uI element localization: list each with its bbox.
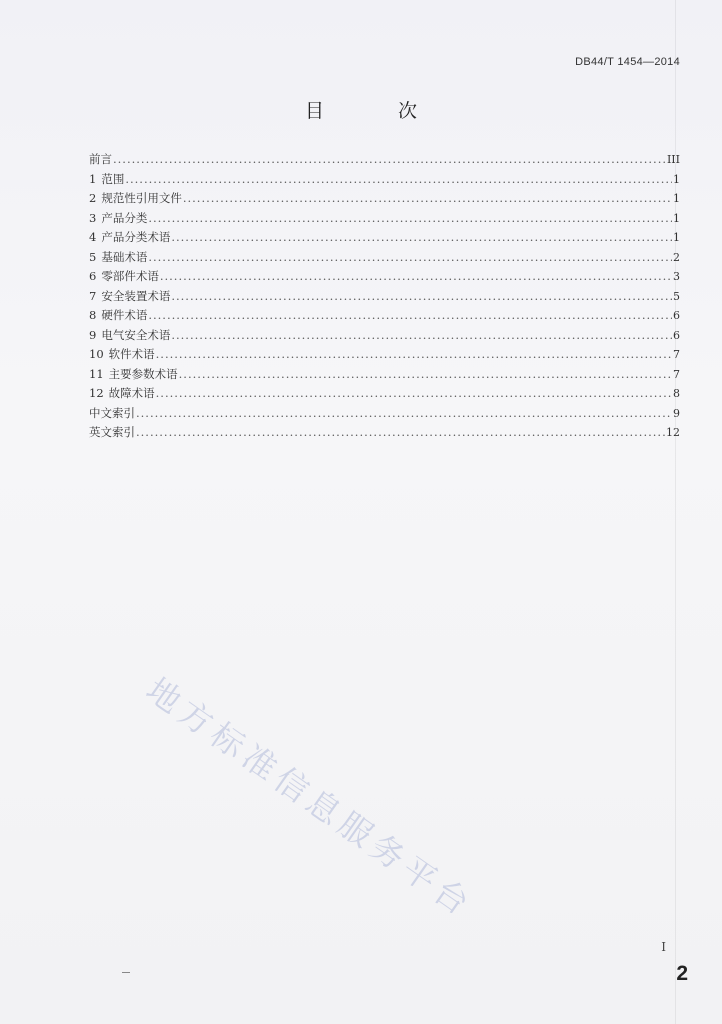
- toc-entry[interactable]: [89, 248, 680, 268]
- toc-entry[interactable]: [89, 170, 680, 190]
- standard-code: DB44/T 1454—2014: [575, 56, 680, 68]
- toc-entry[interactable]: [89, 423, 680, 443]
- toc-entry-label: 产品分类: [101, 210, 148, 225]
- toc-entry-page: 5: [673, 289, 680, 303]
- toc-dot-leader: [160, 267, 672, 287]
- toc-dot-leader: [183, 189, 672, 209]
- toc-dot-leader: [113, 150, 666, 170]
- toc-title: 目 次: [304, 100, 452, 122]
- toc-entry-number: 9: [89, 327, 97, 342]
- toc-entry-number: 3: [89, 210, 97, 225]
- toc-entry[interactable]: [89, 345, 680, 365]
- toc-entry-label: 范围: [101, 171, 125, 186]
- scan-mark: [122, 972, 130, 973]
- toc-entry[interactable]: [89, 326, 680, 346]
- toc-entry-page: 3: [673, 270, 680, 283]
- toc-entry-page: 6: [673, 309, 680, 322]
- toc-entry-label: 硬件术语: [101, 308, 148, 322]
- toc-dot-leader: [171, 326, 672, 346]
- toc-entry-page: 7: [673, 367, 680, 381]
- toc-entry-label: 电气安全术语: [101, 327, 171, 342]
- toc-entry[interactable]: [89, 209, 680, 229]
- toc-entry[interactable]: [89, 189, 680, 209]
- toc-entry-page: 2: [673, 250, 680, 264]
- toc-dot-leader: [148, 306, 672, 326]
- toc-dot-leader: [148, 248, 672, 268]
- toc-dot-leader: [156, 384, 672, 404]
- toc-entry-page: 1: [673, 211, 680, 225]
- toc-entry-label: 中文索引: [89, 405, 135, 420]
- toc-entry[interactable]: [89, 384, 680, 404]
- toc-entry-label: 基础术语: [101, 249, 148, 264]
- toc-entry-page: 9: [673, 406, 680, 420]
- toc-entry-page: 7: [673, 348, 680, 361]
- toc-entry-number: 1: [89, 171, 97, 186]
- toc-entry-page: 1: [673, 231, 680, 244]
- toc-entry-number: 4: [89, 230, 97, 244]
- page-folio-roman: I: [661, 940, 666, 954]
- toc-entry-label: 软件术语: [108, 347, 155, 361]
- toc-dot-leader: [171, 287, 672, 307]
- watermark: 地方标准信息服务平台: [139, 669, 482, 926]
- sheet-number: 2: [676, 962, 688, 985]
- toc-dot-leader: [148, 209, 672, 229]
- toc-entry-page: 6: [673, 328, 680, 342]
- toc-entry-label: 英文索引: [89, 425, 135, 439]
- toc-entry-number: 11: [89, 366, 104, 381]
- toc-dot-leader: [136, 404, 672, 424]
- toc-entry-number: 10: [89, 347, 104, 361]
- toc-entry-page: 8: [673, 387, 680, 400]
- toc-entry-number: 12: [89, 386, 104, 400]
- toc-entry-page: 1: [673, 192, 680, 205]
- toc-entry[interactable]: [89, 365, 680, 385]
- toc-entry-label: 故障术语: [108, 386, 155, 400]
- toc-dot-leader: [156, 345, 672, 365]
- toc-entry-number: 2: [89, 191, 97, 205]
- toc-entry-page: III: [666, 153, 680, 166]
- toc-entry-label: 前言: [89, 152, 112, 166]
- table-of-contents: [89, 150, 680, 443]
- toc-entry-number: 5: [89, 249, 97, 264]
- toc-entry-number: 6: [89, 269, 97, 283]
- toc-entry-page: 12: [666, 426, 680, 439]
- toc-entry[interactable]: [89, 404, 680, 424]
- toc-entry[interactable]: [89, 267, 680, 287]
- toc-entry-number: 7: [89, 288, 97, 303]
- toc-entry-label: 主要参数术语: [108, 366, 178, 381]
- toc-dot-leader: [125, 170, 672, 190]
- toc-entry[interactable]: [89, 287, 680, 307]
- toc-entry[interactable]: [89, 306, 680, 326]
- toc-entry-label: 安全装置术语: [101, 288, 171, 303]
- toc-dot-leader: [136, 423, 665, 443]
- toc-entry-label: 产品分类术语: [101, 230, 171, 244]
- toc-dot-leader: [179, 365, 672, 385]
- toc-entry[interactable]: [89, 150, 680, 170]
- toc-dot-leader: [171, 228, 672, 248]
- toc-entry[interactable]: [89, 228, 680, 248]
- toc-entry-number: 8: [89, 308, 97, 322]
- toc-entry-label: 规范性引用文件: [101, 191, 182, 205]
- toc-entry-page: 1: [673, 172, 680, 186]
- toc-entry-label: 零部件术语: [101, 269, 159, 283]
